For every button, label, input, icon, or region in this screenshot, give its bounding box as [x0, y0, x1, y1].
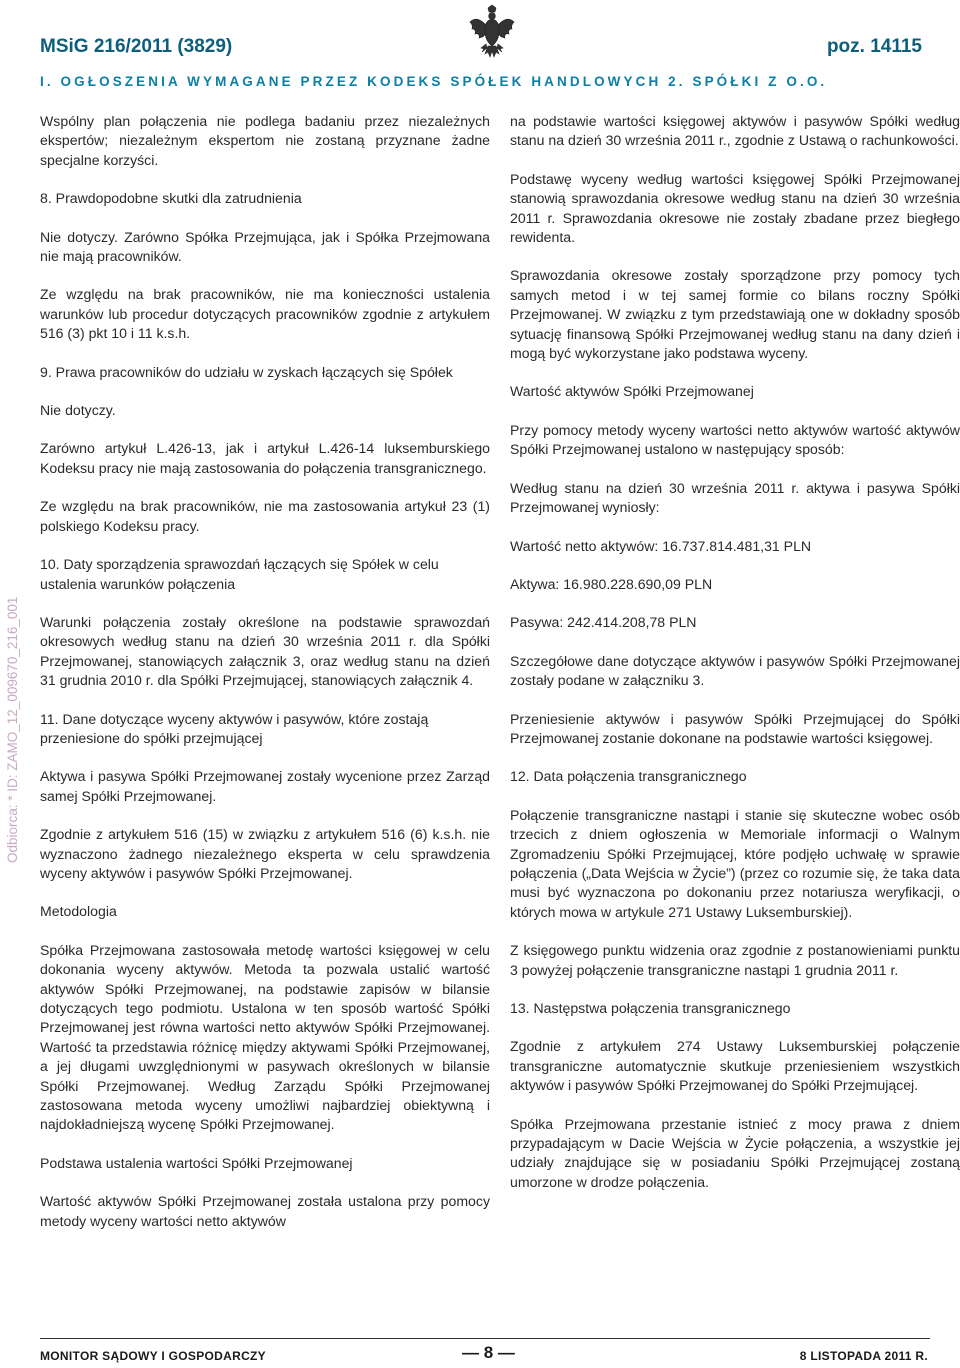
- paragraph: Nie dotyczy. Zarówno Spółka Przejmująca, jak i Spółka Przejmowana nie mają pracowników.: [40, 228, 490, 265]
- paragraph: Zgodnie z artykułem 516 (15) w związku z artykułem 516 (6) k.s.h. nie wyznaczono żadnego niezależnego eksperta w celu sprawdzenia wyceny aktywów i pasywów Spółki Przejmowanej.: [40, 826, 490, 881]
- paragraph: Z księgowego punktu widzenia oraz zgodnie z postanowieniami punktu 3 powyżej połączenie transgraniczne nastąpi 1 grudnia 2011 r.: [510, 942, 960, 978]
- section-heading-9: 9. Prawa pracowników do udziału w zyskach łączących się Spółek: [40, 363, 453, 380]
- paragraph: Wspólny plan połączenia nie podlega badaniu przez niezależnych ekspertów; niezależnym ekspertom nie zostaną przyznane żadne specjalne korzyści.: [40, 113, 490, 168]
- paragraph: Przy pomocy metody wyceny wartości netto aktywów wartość aktywów Spółki Przejmowanej ustalono w następujący sposób:: [510, 421, 960, 458]
- paragraph: Sprawozdania okresowe zostały sporządzone przy pomocy tych samych metod i w tej samej formie co bilans roczny Spółki Przejmowanej. W związku z tym przedstawiają one w dokładny sposób sytuację finansową Spółki Przejmowanej według stanu na dany dzień i mogą być wykorzystane jako podstawa wyceny.: [510, 267, 960, 362]
- journal-issue: MSiG 216/2011 (3829): [40, 36, 233, 57]
- footer-divider: [40, 1338, 930, 1339]
- right-column: [510, 112, 960, 1211]
- paragraph: Spółka Przejmowana zastosowała metodę wartości księgowej w celu dokonania wyceny aktywów. Metoda ta pozwala ustalić wartość aktywów Spółki Przejmowanej, na podstawie zapisów w bilansie dotyczących tego podmiotu. Ustalona w ten sposób wartość Spółki Przejmowanej jest równa wartości netto aktywów Spółki Przejmowanej. Wartość ta przedstawia różnicę między aktywami Spółki Przejmowanej, a jej długami uwzględnionymi w pasywach określonych w bilansie Spółki Przejmowanej. Według Zarządu Spółki Przejmowanej zastosowana metoda wyceny umożliwi najbardziej obiektywną i najdokładniejszą wycenę Spółki Przejmowanej.: [40, 941, 490, 1133]
- paragraph: Warunki połączenia zostały określone na podstawie sprawozdań okresowych według stanu na dzień 30 września 2011 r. dla Spółki Przejmowanej, stanowiących załącznik 3, oraz według stanu na dzień 31 grudnia 2010 r. dla Spółki Przejmującej, stanowiących załącznik 4.: [40, 613, 490, 689]
- paragraph: Ze względu na brak pracowników, nie ma zastosowania artykuł 23 (1) polskiego Kodeksu pracy.: [40, 498, 490, 534]
- subheading-methodology: Metodologia: [40, 903, 117, 920]
- paragraph: Aktywa i pasywa Spółki Przejmowanej zostały wycenione przez Zarząd samej Spółki Przejmowanej.: [40, 768, 490, 804]
- paragraph: Według stanu na dzień 30 września 2011 r. aktywa i pasywa Spółki Przejmowanej wyniosły:: [510, 479, 960, 516]
- page-number: — 8 —: [462, 1343, 515, 1362]
- paragraph: Zgodnie z artykułem 274 Ustawy Luksemburskiej połączenie transgraniczne automatycznie skutkuje przeniesieniem wszystkich aktywów i pasywów Spółki Przejmowanej do Spółki Przejmującej.: [510, 1038, 960, 1094]
- left-column: [40, 112, 490, 1250]
- paragraph: Połączenie transgraniczne nastąpi i stanie się skuteczne wobec osób trzecich z dniem ogłoszenia w Memoriale informacji o Walnym Zgromadzeniu Spółki Przejmującej, które podjęło uchwałę w sprawie połączenia („Data Wejścia w Życie”) (przez co rozumie się, że taka data musi być wyznaczona po dokonaniu przez notariusza weryfikacji, o których mowa w artykule 271 Ustawy Luksemburskiej).: [510, 806, 960, 920]
- paragraph: Przeniesienie aktywów i pasywów Spółki Przejmującej do Spółki Przejmowanej zostanie dokonane na podstawie wartości księgowej.: [510, 710, 960, 746]
- paragraph: Podstawę wyceny według wartości księgowej Spółki Przejmowanej stanowią sprawozdania okresowe według stanu na dzień 30 września 2011 r. Sprawozdania okresowe nie zostały zbadane przez biegłego rewidenta.: [510, 170, 960, 246]
- paragraph: Ze względu na brak pracowników, nie ma konieczności ustalenia warunków lub procedur dotyczących pracowników zgodnie z artykułem 516 (3) pkt 10 i 11 k.s.h.: [40, 286, 490, 342]
- paragraph: na podstawie wartości księgowej aktywów i pasywów Spółki według stanu na dzień 30 września 2011 r., zgodnie z Ustawą o rachunkowości.: [510, 113, 960, 149]
- paragraph: Nie dotyczy.: [40, 402, 116, 419]
- section-heading: I. OGŁOSZENIA WYMAGANE PRZEZ KODEKS SPÓŁEK HANDLOWYCH 2. SPÓŁKI Z O.O.: [40, 74, 828, 89]
- paragraph: Spółka Przejmowana przestanie istnieć z mocy prawa z dniem przypadającym w Dacie Wejścia w Życie połączenia, a wszystkie jej udziały znajdujące się w posiadaniu Spółki Przejmującej zostaną umorzone w drodze połączenia.: [510, 1115, 960, 1190]
- paragraph: Wartość aktywów Spółki Przejmowanej została ustalona przy pomocy metody wyceny wartości netto aktywów: [40, 1193, 490, 1229]
- watermark-text: Odbiorca: * ID: ZAMO_12_009670_216_001: [5, 596, 20, 863]
- net-asset-value: Wartość netto aktywów: 16.737.814.481,31 PLN: [510, 537, 812, 554]
- paragraph: Zarówno artykuł L.426-13, jak i artykuł L.426-14 luksemburskiego Kodeksu pracy nie mają zastosowania do połączenia transgranicznego.: [40, 440, 490, 476]
- recipient-watermark: [2, 545, 22, 865]
- section-heading-13: 13. Następstwa połączenia transgranicznego: [510, 1000, 791, 1016]
- subheading-asset-value: Wartość aktywów Spółki Przejmowanej: [510, 383, 754, 400]
- liabilities-value: Pasywa: 242.414.208,78 PLN: [510, 614, 697, 631]
- paragraph: Szczegółowe dane dotyczące aktywów i pasywów Spółki Przejmowanej zostały podane w załączniku 3.: [510, 652, 960, 689]
- polish-eagle-emblem-icon: [468, 4, 516, 60]
- section-heading-12: 12. Data połączenia transgranicznego: [510, 768, 747, 785]
- section-heading-8: 8. Prawdopodobne skutki dla zatrudnienia: [40, 190, 302, 207]
- publication-name: MONITOR SĄDOWY I GOSPODARCZY: [40, 1349, 266, 1363]
- section-heading-11: 11. Dane dotyczące wyceny aktywów i pasywów, które zostają przeniesione do spółki przejmującej: [40, 710, 429, 746]
- subheading-valuation-basis: Podstawa ustalenia wartości Spółki Przejmowanej: [40, 1154, 353, 1171]
- publication-date: 8 LISTOPADA 2011 R.: [799, 1349, 928, 1363]
- assets-value: Aktywa: 16.980.228.690,09 PLN: [510, 575, 713, 592]
- position-number: poz. 14115: [826, 36, 922, 57]
- section-heading-10: 10. Daty sporządzenia sprawozdań łączących się Spółek w celu ustalenia warunków połączenia: [40, 556, 439, 592]
